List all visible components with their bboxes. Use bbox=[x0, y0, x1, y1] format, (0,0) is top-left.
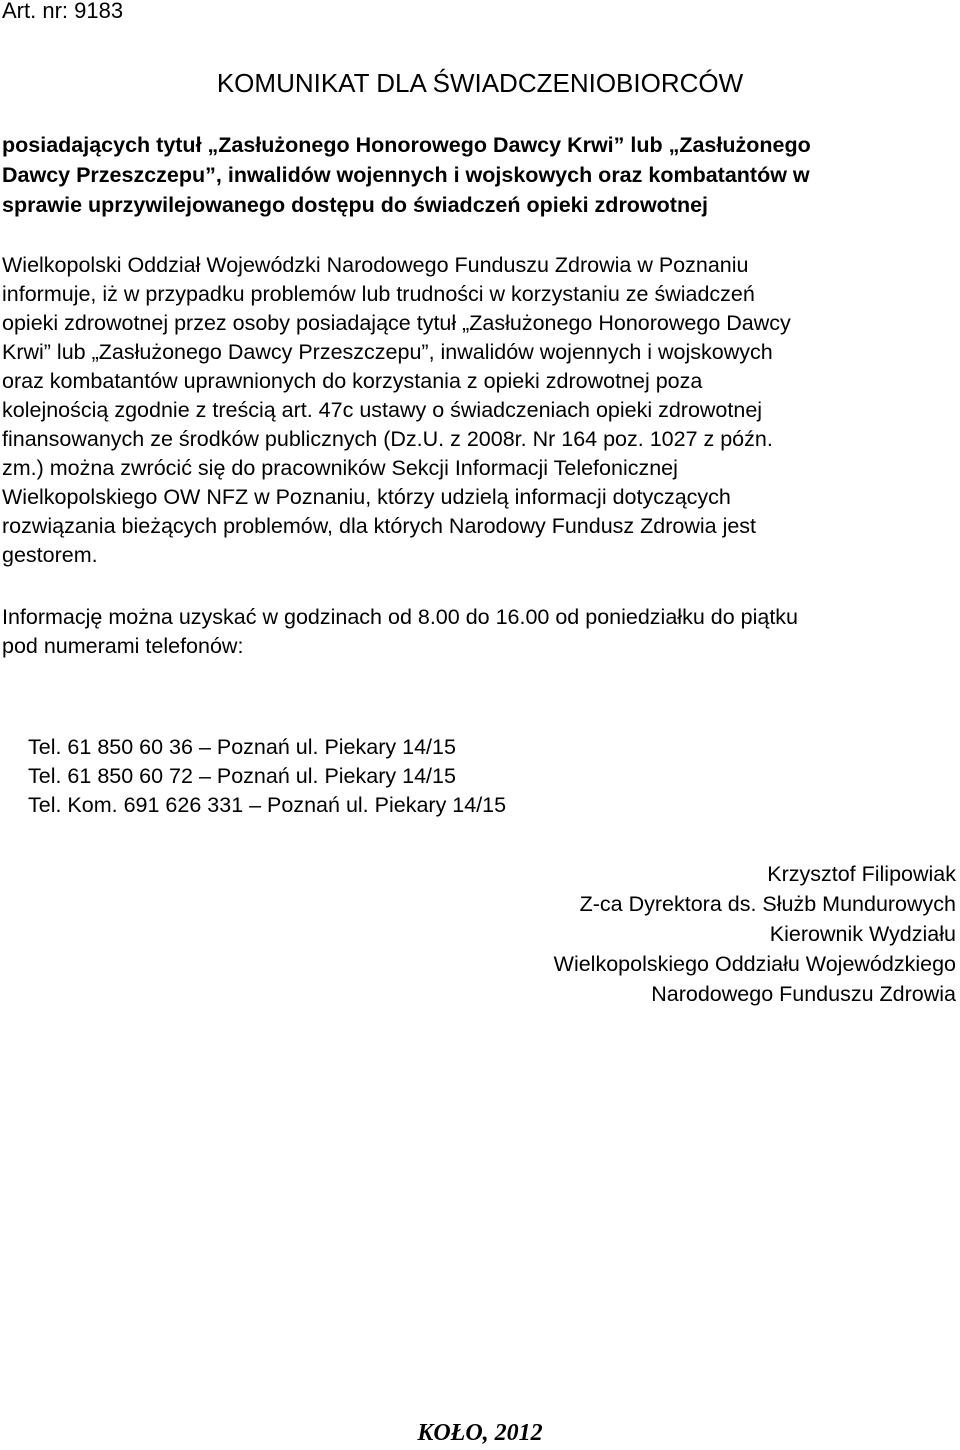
footer-place-date: KOŁO, 2012 bbox=[417, 1420, 543, 1446]
signature-line: Narodowego Funduszu Zdrowia bbox=[651, 982, 956, 1006]
body-line: zm.) można zwrócić się do pracowników Sekcji Informacji Telefonicznej bbox=[2, 456, 678, 480]
subtitle-line: Dawcy Przeszczepu”, inwalidów wojennych i wojskowych oraz kombatantów w bbox=[2, 163, 810, 187]
phone-line: Tel. 61 850 60 36 – Poznań ul. Piekary 14/15 bbox=[28, 735, 456, 759]
body-line: finansowanych ze środków publicznych (Dz.U. z 2008r. Nr 164 poz. 1027 z późn. bbox=[2, 427, 773, 451]
phone-line: Tel. Kom. 691 626 331 – Poznań ul. Piekary 14/15 bbox=[28, 793, 507, 817]
subtitle-line: sprawie uprzywilejowanego dostępu do świadczeń opieki zdrowotnej bbox=[2, 193, 709, 217]
page-title: KOMUNIKAT DLA ŚWIADCZENIOBIORCÓW bbox=[216, 68, 744, 98]
subtitle-line: posiadających tytuł „Zasłużonego Honorowego Dawcy Krwi” lub „Zasłużonego bbox=[2, 133, 811, 157]
hours-line: Informację można uzyskać w godzinach od 8.00 do 16.00 od poniedziałku do piątku bbox=[2, 605, 799, 629]
signature-line: Wielkopolskiego Oddziału Wojewódzkiego bbox=[553, 952, 956, 976]
signature-line: Kierownik Wydziału bbox=[769, 922, 956, 946]
body-line: opieki zdrowotnej przez osoby posiadające tytuł „Zasłużonego Honorowego Dawcy bbox=[2, 311, 791, 335]
article-number: Art. nr: 9183 bbox=[2, 0, 124, 23]
body-line: informuje, iż w przypadku problemów lub trudności w korzystaniu ze świadczeń bbox=[2, 282, 755, 306]
body-line: kolejnością zgodnie z treścią art. 47c ustawy o świadczeniach opieki zdrowotnej bbox=[2, 398, 763, 422]
body-line: oraz kombatantów uprawnionych do korzystania z opieki zdrowotnej poza bbox=[2, 369, 703, 393]
body-line: Krwi” lub „Zasłużonego Dawcy Przeszczepu”, inwalidów wojennych i wojskowych bbox=[2, 340, 773, 364]
body-line: rozwiązania bieżących problemów, dla których Narodowy Fundusz Zdrowia jest bbox=[2, 514, 757, 538]
hours-line: pod numerami telefonów: bbox=[2, 634, 244, 658]
phone-line: Tel. 61 850 60 72 – Poznań ul. Piekary 14/15 bbox=[28, 764, 456, 788]
body-line: gestorem. bbox=[2, 543, 98, 567]
signature-line: Z-ca Dyrektora ds. Służb Mundurowych bbox=[579, 892, 956, 916]
body-line: Wielkopolskiego OW NFZ w Poznaniu, którzy udzielą informacji dotyczących bbox=[2, 485, 731, 509]
body-line: Wielkopolski Oddział Wojewódzki Narodowego Funduszu Zdrowia w Poznaniu bbox=[2, 253, 749, 277]
signature-line: Krzysztof Filipowiak bbox=[767, 862, 956, 886]
